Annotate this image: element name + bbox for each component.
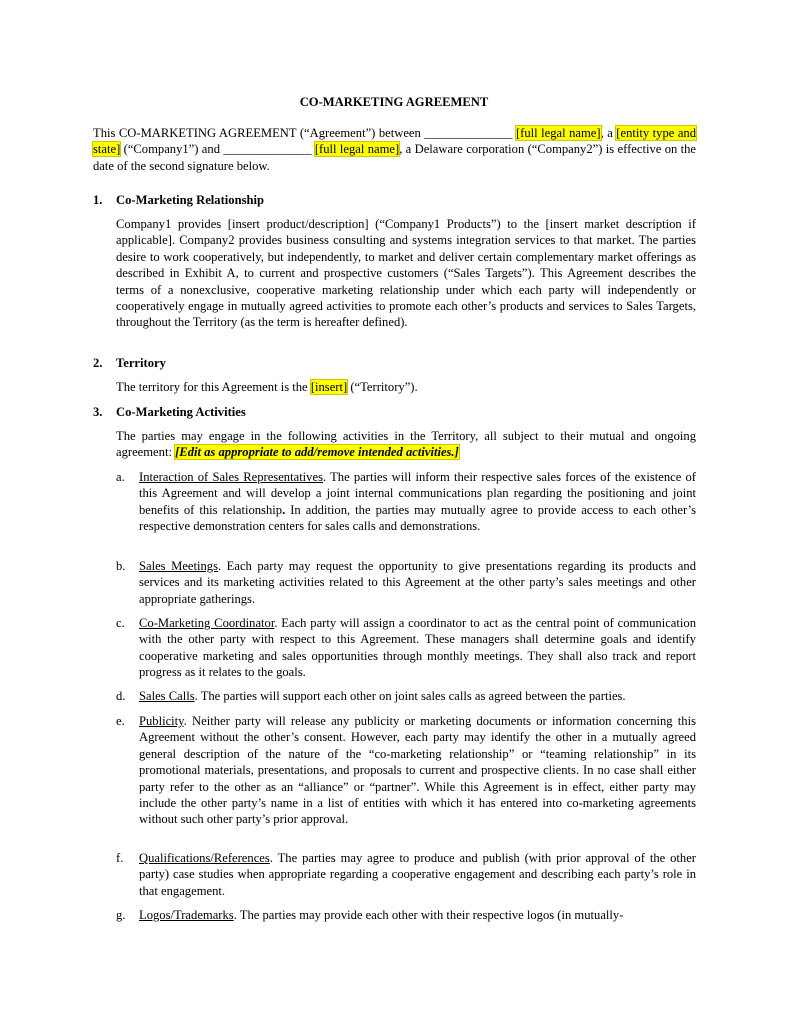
item-title: Logos/Trademarks: [139, 908, 234, 922]
section-heading-2: [93, 355, 166, 371]
document-title: CO-MARKETING AGREEMENT: [299, 95, 489, 109]
section-2-body: [116, 379, 696, 395]
list-item-b: [116, 558, 696, 607]
placeholder-full-legal-name-2: [full legal name]: [314, 142, 400, 157]
body-text: The territory for this Agreement is the: [116, 380, 311, 394]
placeholder-full-legal-name-1: [full legal name]: [515, 126, 601, 140]
item-title: Publicity: [139, 714, 184, 728]
item-marker: c.: [116, 616, 125, 630]
intro-text: , a: [600, 126, 617, 140]
body-text: The parties may engage in the following activities in the Territory, all subject to their mutual and ongoing agreement:: [116, 429, 696, 460]
item-text: . The parties may agree to produce and publish (with prior approval of the other party) case studies when appropriate regarding a cooperative engagement and describing each party’s role in that engagement.: [139, 851, 696, 898]
intro-text: , a Delaware corporation (“Company2”) is effective on the date of the second signature below.: [93, 142, 697, 173]
section-heading-1: [93, 192, 264, 208]
item-title: Interaction of Sales Representatives: [139, 470, 323, 484]
section-1-body: Company1 provides [insert product/description] (“Company1 Products”) to the [insert market description if applicable]. Company2 provides business consulting and systems integration services to that market. The parties desire to work cooperatively, but independently, to market and deliver certain complementary market offerings as described in Exhibit A, to current and prospective customers (“Sales Targets”). This Agreement describes the terms of a nonexclusive, cooperative marketing relationship under which each party will independently or cooperatively engage in mutually agreed activities to promote each other’s products and services to Sales Targets, throughout the Territory (as the term is hereafter defined).: [116, 217, 696, 330]
item-text: . The parties will support each other on joint sales calls as agreed between the parties.: [194, 689, 626, 703]
list-item-f: [116, 850, 696, 899]
edit-instruction-note: [Edit as appropriate to add/remove intended activities.]: [175, 445, 459, 460]
item-title: Qualifications/References: [139, 851, 270, 865]
intro-text: (“Company1”) and: [120, 142, 224, 157]
section-title: Territory: [116, 356, 166, 370]
intro-paragraph: [93, 125, 696, 174]
list-item-g: [116, 907, 696, 923]
item-text: . The parties will inform their respective sales forces of the existence of this Agreement and will develop a joint internal communications plan regarding the positioning and joint benefits of this relationship: [139, 470, 697, 517]
placeholder-insert-territory: [insert]: [310, 380, 348, 394]
item-marker: e.: [116, 714, 125, 728]
item-bold-period: .: [282, 502, 286, 517]
item-marker: f.: [116, 851, 124, 865]
intro-text: This CO-MARKETING AGREEMENT (“Agreement”) between: [93, 126, 425, 140]
item-text: In addition, the parties may mutually agree to provide access to each other’s respective demonstration centers for sales calls and demonstrations.: [139, 502, 696, 534]
list-item-a: [116, 469, 696, 535]
list-item-d: [116, 688, 696, 704]
item-text: . Neither party will release any publicity or marketing documents or information concerning this Agreement without the other’s consent. However, each party may identify the other in a mutually agreed general description of the nature of the “co-marketing relationship” or “teaming relationship” in its promotional materials, presentations, and proposals to current and prospective clients. In no case shall either party refer to the other as an “alliance” or “partner”. While this Agreement is in effect, either party may include the other party’s name in a list of entities with which it has entered into co-marketing agreements without such other party’s prior approval.: [139, 714, 696, 827]
list-item-e: [116, 713, 696, 828]
section-number: 3.: [93, 405, 103, 419]
section-number: 2.: [93, 356, 103, 370]
blank-line-1: ______________: [424, 126, 513, 140]
section-title: Co-Marketing Relationship: [116, 193, 264, 207]
item-marker: a.: [116, 470, 125, 484]
item-text: . Each party may request the opportunity to give presentations regarding its products and services and its marketing activities related to this Agreement at the other party’s sales meetings and other appropriate gatherings.: [139, 559, 696, 606]
item-title: Sales Meetings: [139, 559, 218, 573]
list-item-c: [116, 615, 696, 681]
section-title: Co-Marketing Activities: [116, 405, 246, 419]
placeholder-entity-type: [entity type and state]: [93, 126, 697, 157]
item-marker: g.: [116, 908, 126, 922]
item-title: Co-Marketing Coordinator: [139, 616, 275, 630]
item-title: Sales Calls: [139, 689, 195, 703]
section-number: 1.: [93, 193, 103, 207]
section-heading-3: [93, 404, 246, 420]
item-text: . Each party will assign a coordinator to act as the central point of communication with the other party with respect to this Agreement. These managers shall determine goals and identify cooperative marketing and sales opportunities through monthly meetings. They shall also track and report progress as it relates to the goals.: [139, 616, 696, 680]
blank-line-2: ______________: [223, 142, 312, 157]
body-text: (“Territory”).: [347, 380, 418, 394]
item-text: . The parties may provide each other with their respective logos (in mutually-: [233, 908, 624, 922]
item-marker: d.: [116, 689, 126, 703]
section-3-body: [116, 428, 696, 461]
item-marker: b.: [116, 559, 126, 573]
